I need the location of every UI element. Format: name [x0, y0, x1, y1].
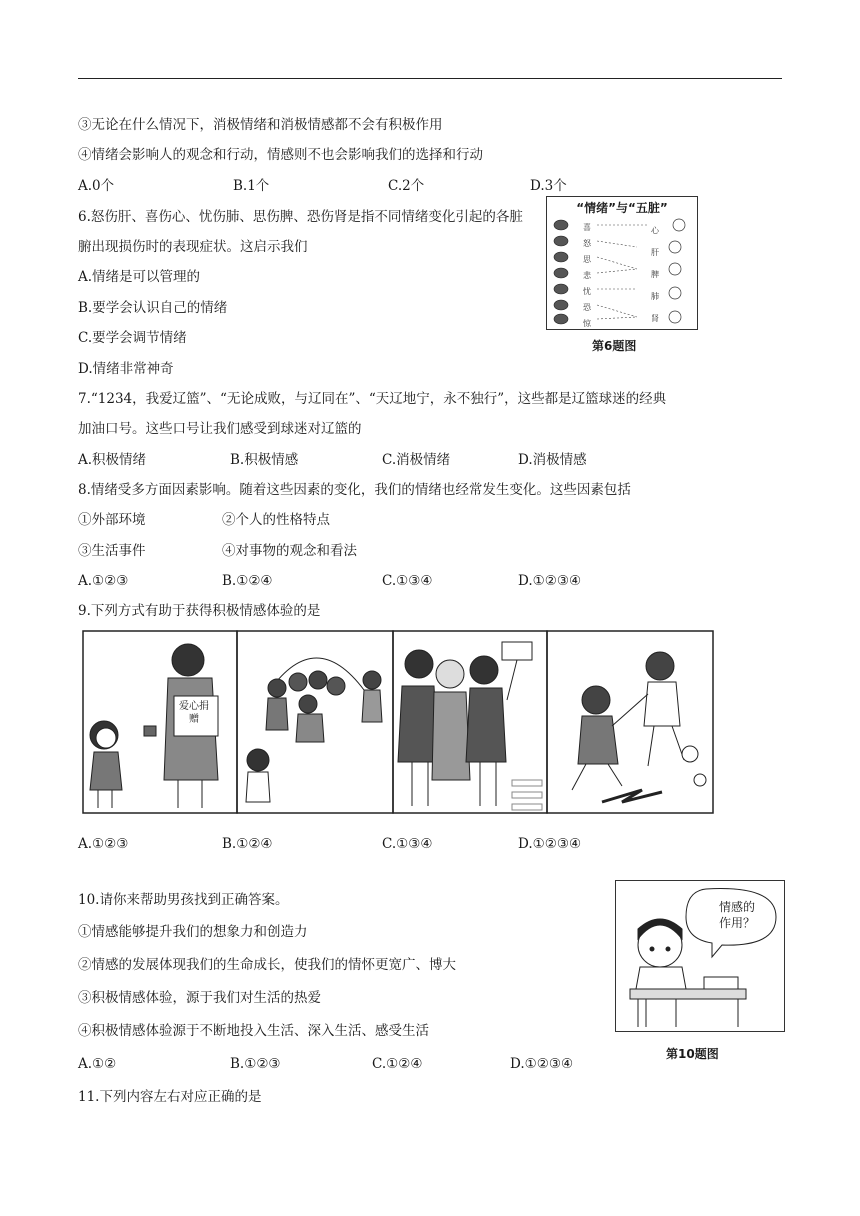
organ-label: 脾 [651, 270, 659, 279]
q8-item-2: ②个人的性格特点 [222, 512, 330, 528]
q7-option-c[interactable]: C.消极情绪 [382, 452, 451, 468]
q6-option-d[interactable]: D.情绪非常神奇 [78, 361, 174, 377]
q10-item-3: ③积极情感体验，源于我们对生活的热爱 [78, 990, 321, 1006]
emotion-label: 恐 [583, 303, 591, 312]
q5-statement-3: ③无论在什么情况下，消极情绪和消极情感都不会有积极作用 [78, 117, 443, 133]
q6-option-a[interactable]: A.情绪是可以管理的 [78, 269, 201, 285]
q8-option-a[interactable]: A.①②③ [78, 573, 129, 589]
emotion-label: 悲 [583, 271, 591, 280]
q10-stem: 10.请你来帮助男孩找到正确答案。 [78, 892, 289, 908]
q9-option-c[interactable]: C.①③④ [382, 836, 433, 852]
emotion-label: 忧 [583, 287, 591, 296]
q6-option-b[interactable]: B.要学会认识自己的情绪 [78, 300, 228, 316]
q10-option-b[interactable]: B.①②③ [230, 1056, 281, 1072]
q8-item-3: ③生活事件 [78, 543, 146, 559]
emotion-label: 思 [583, 255, 591, 264]
q9-option-d[interactable]: D.①②③④ [518, 836, 582, 852]
q6-figure-art [547, 217, 697, 327]
q7-option-b[interactable]: B.积极情感 [230, 452, 299, 468]
organ-label: 肺 [651, 292, 659, 301]
organ-label: 肝 [651, 248, 659, 257]
q10-item-2: ②情感的发展体现我们的生命成长，使我们的情怀更宽广、博大 [78, 957, 456, 973]
q9-option-a[interactable]: A.①②③ [78, 836, 129, 852]
q6-stem-line1: 6.怒伤肝、喜伤心、忧伤肺、思伤脾、恐伤肾是指不同情绪变化引起的各脏 [78, 209, 523, 225]
q8-option-d[interactable]: D.①②③④ [518, 573, 582, 589]
emotion-label: 怒 [583, 239, 591, 248]
q9-option-b[interactable]: B.①②④ [222, 836, 273, 852]
q8-item-4: ④对事物的观念和看法 [222, 543, 357, 559]
q8-option-b[interactable]: B.①②④ [222, 573, 273, 589]
emotion-label: 喜 [583, 223, 591, 232]
emotion-label: 惊 [583, 319, 591, 328]
bubble-line-2: 作用？ [718, 916, 755, 930]
q7-stem-line2: 加油口号。这些口号让我们感受到球迷对辽篮的 [78, 421, 362, 437]
bubble-line-1: 情感的 [718, 900, 755, 914]
q7-option-d[interactable]: D.消极情感 [518, 452, 587, 468]
q6-figure [546, 196, 698, 330]
q6-figure-caption: 第6题图 [592, 339, 637, 353]
q10-figure-caption: 第10题图 [666, 1047, 719, 1061]
q6-stem-line2: 腑出现损伤时的表现症状。这启示我们 [78, 239, 308, 255]
q5-option-a[interactable]: A.0个 [78, 178, 115, 194]
q8-stem: 8.情绪受多方面因素影响。随着这些因素的变化，我们的情绪也经常发生变化。这些因素包括 [78, 482, 631, 498]
q10-option-a[interactable]: A.①② [78, 1056, 117, 1072]
q10-item-4: ④积极情感体验源于不断地投入生活、深入生活、感受生活 [78, 1023, 429, 1039]
q6-figure-title: “情绪”与“五脏” [576, 201, 668, 215]
q7-stem-line1: 7.“1234，我爱辽篮”、“无论成败，与辽同在”、“天辽地宁，永不独行”，这些都是辽篮球迷的经典 [78, 391, 667, 407]
q11-stem: 11.下列内容左右对应正确的是 [78, 1089, 262, 1105]
donation-box-label: 爱心捐赠 [179, 701, 209, 725]
q10-item-1: ①情感能够提升我们的想象力和创造力 [78, 924, 308, 940]
q7-option-a[interactable]: A.积极情绪 [78, 452, 147, 468]
q5-option-c[interactable]: C.2个 [388, 178, 425, 194]
q5-option-b[interactable]: B.1个 [233, 178, 270, 194]
header-rule [78, 78, 782, 79]
q10-figure [615, 880, 785, 1032]
q8-item-1: ①外部环境 [78, 512, 146, 528]
q5-statement-4: ④情绪会影响人的观念和行动，情感则不也会影响我们的选择和行动 [78, 147, 483, 163]
q10-option-c[interactable]: C.①②④ [372, 1056, 423, 1072]
q9-stem: 9.下列方式有助于获得积极情感体验的是 [78, 603, 321, 619]
organ-label: 心 [651, 226, 659, 235]
q8-option-c[interactable]: C.①③④ [382, 573, 433, 589]
q9-comic-strip [82, 630, 714, 814]
q10-option-d[interactable]: D.①②③④ [510, 1056, 574, 1072]
organ-label: 肾 [651, 314, 659, 323]
q5-option-d[interactable]: D.3个 [530, 178, 567, 194]
q6-option-c[interactable]: C.要学会调节情绪 [78, 330, 187, 346]
